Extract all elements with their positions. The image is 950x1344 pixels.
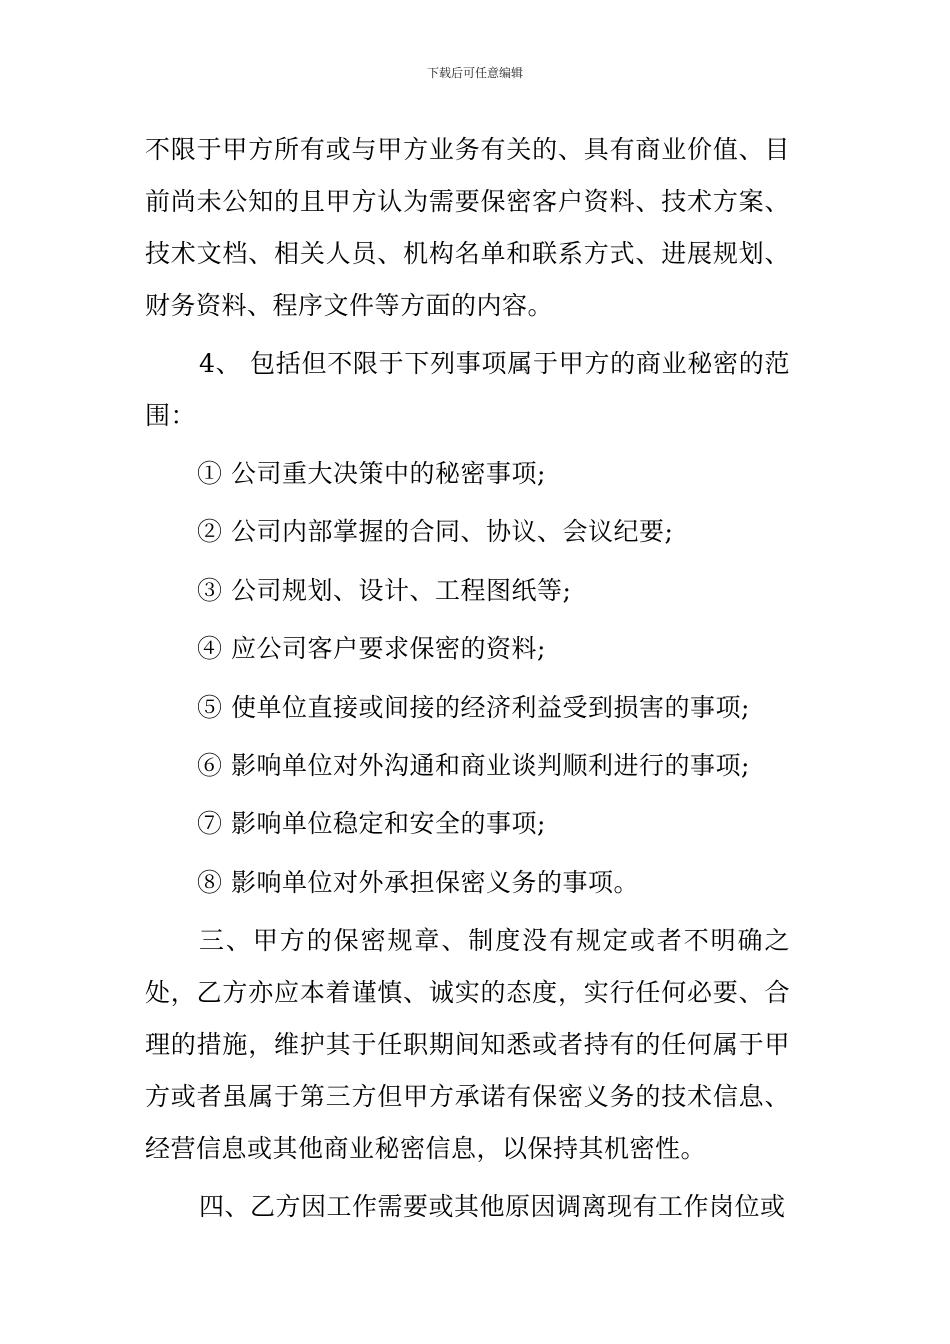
list-item: ② 公司内部掌握的合同、协议、会议纪要; — [197, 517, 674, 547]
paragraph-section-four: 四、乙方因工作需要或其他原因调离现有工作岗位或 — [199, 1192, 786, 1222]
list-item: ⑧ 影响单位对外承担保密义务的事项。 — [197, 867, 639, 897]
list-item: ⑤ 使单位直接或间接的经济利益受到损害的事项; — [197, 692, 750, 722]
paragraph-continuation: 不限于甲方所有或与甲方业务有关的、具有商业价值、目前尚未公知的且甲方认为需要保密客户资料、技术方案、技术文档、相关人员、机构名单和联系方式、进展规划、财务资料、程序文件等方面的内容。 — [145, 135, 790, 320]
document-body — [145, 124, 790, 1233]
page-header: 下载后可任意编辑 — [426, 66, 523, 80]
list-item: ④ 应公司客户要求保密的资料; — [197, 634, 546, 664]
list-item: ③ 公司规划、设计、工程图纸等; — [197, 575, 572, 605]
secret-items-list — [145, 448, 790, 915]
list-item: ① 公司重大决策中的秘密事项; — [197, 459, 546, 488]
paragraph-scope-intro: 4、 包括但不限于下列事项属于甲方的商业秘密的范围： — [145, 349, 790, 430]
paragraph-section-three: 三、甲方的保密规章、制度没有规定或者不明确之处，乙方亦应本着谨慎、诚实的态度，实行任何必要、合理的措施，维护其于任职期间知悉或者持有的任何属于甲方或者虽属于第三方但甲方承诺有保密义务的技术信息、经营信息或其他商业秘密信息，以保持其机密性。 — [145, 926, 790, 1164]
list-item: ⑦ 影响单位稳定和安全的事项; — [197, 809, 546, 839]
list-item: ⑥ 影响单位对外沟通和商业谈判顺利进行的事项; — [197, 750, 750, 780]
